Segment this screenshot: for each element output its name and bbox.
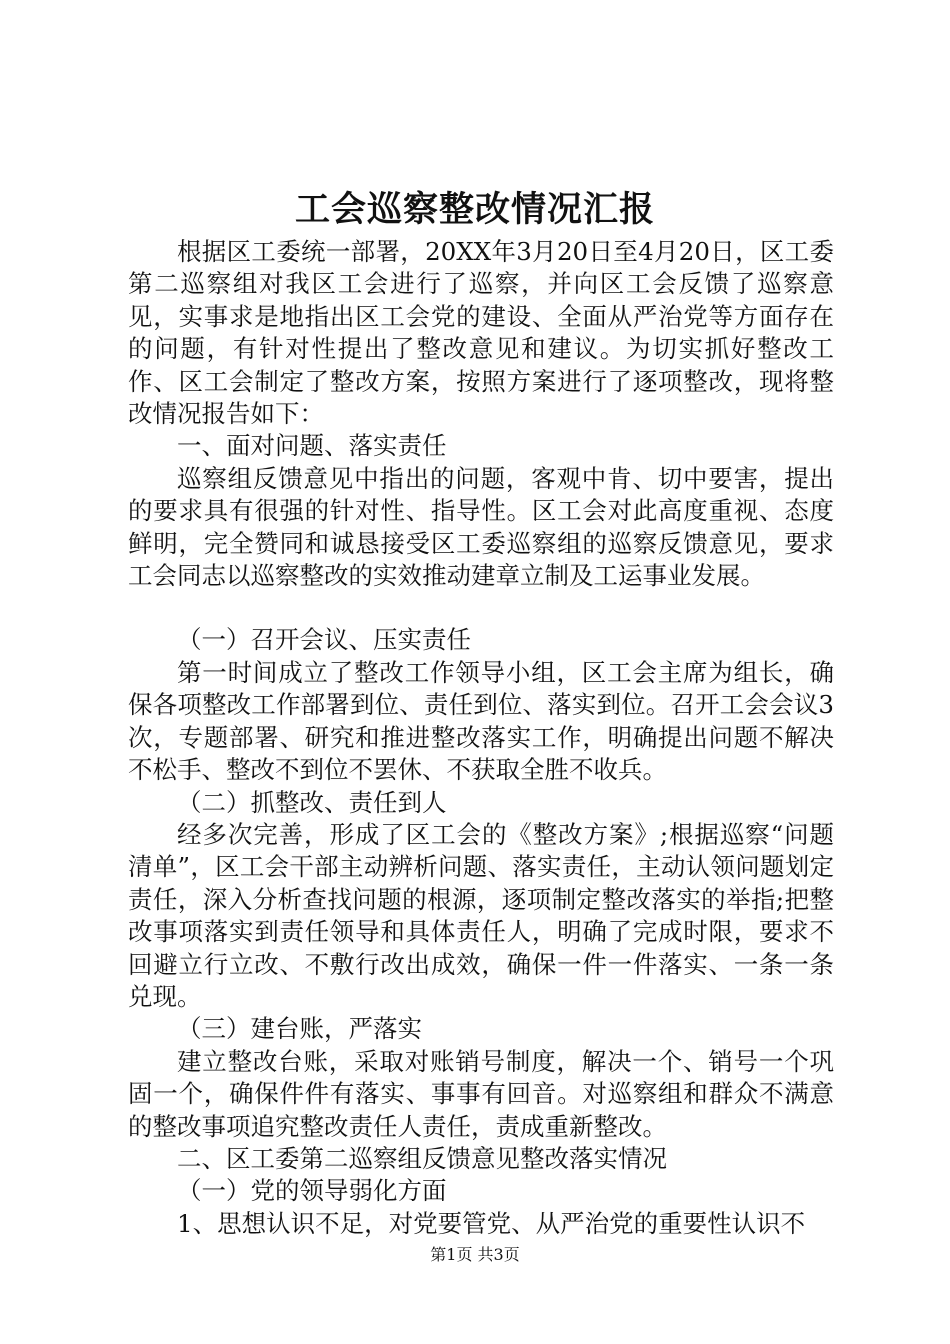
subheading-1-1: （一）召开会议、压实责任 [177, 625, 471, 655]
page-number: 第1页 [430, 1245, 473, 1264]
paragraph-1-1: 第一时间成立了整改工作领导小组，区工会主席为组长，确保各项整改工作部署到位、责任到位、落实到位。召开工会会议3次，专题部署、研究和推进整改落实工作，明确提出问题不解决不松手、整改不到位不罢休、不获取全胜不收兵。 [128, 657, 834, 785]
page-footer [0, 1244, 950, 1266]
paragraph-section-1: 巡察组反馈意见中指出的问题，客观中肯、切中要害，提出的要求具有很强的针对性、指导性。区工会对此高度重视、态度鲜明，完全赞同和诚恳接受区工委巡察组的巡察反馈意见，要求工会同志以巡察整改的实效推动建章立制及工运事业发展。 [128, 463, 834, 591]
section-heading-1: 一、面对问题、落实责任 [177, 431, 447, 461]
subheading-2-1: （一）党的领导弱化方面 [177, 1176, 447, 1206]
paragraph-2-1: 1、思想认识不足，对党要管党、从严治党的重要性认识不 [177, 1208, 806, 1238]
subheading-1-3: （三）建台账，严落实 [177, 1014, 422, 1044]
page-total: 共3页 [477, 1245, 520, 1264]
paragraph-intro: 根据区工委统一部署，20XX年3月20日至4月20日，区工委第二巡察组对我区工会进行了巡察，并向区工会反馈了巡察意见，实事求是地指出区工会党的建设、全面从严治党等方面存在的问题，有针对性提出了整改意见和建议。为切实抓好整改工作、区工会制定了整改方案，按照方案进行了逐项整改，现将整改情况报告如下： [128, 237, 834, 429]
section-heading-2: 二、区工委第二巡察组反馈意见整改落实情况 [177, 1143, 667, 1173]
document-body [128, 236, 834, 1240]
paragraph-1-3: 建立整改台账，采取对账销号制度，解决一个、销号一个巩固一个，确保件件有落实、事事有回音。对巡察组和群众不满意的整改事项追究整改责任人责任，责成重新整改。 [128, 1046, 834, 1141]
paragraph-1-2: 经多次完善，形成了区工会的《整改方案》;根据巡察“问题清单”，区工会干部主动辨析问题、落实责任，主动认领问题划定责任，深入分析查找问题的根源，逐项制定整改落实的举指;把整改事项落实到责任领导和具体责任人，明确了完成时限，要求不回避立行立改、不敷行改出成效，确保一件一件落实、一条一条兑现。 [128, 819, 834, 1011]
document-title: 工会巡察整改情况汇报 [294, 189, 655, 230]
subheading-1-2: （二）抓整改、责任到人 [177, 787, 447, 817]
